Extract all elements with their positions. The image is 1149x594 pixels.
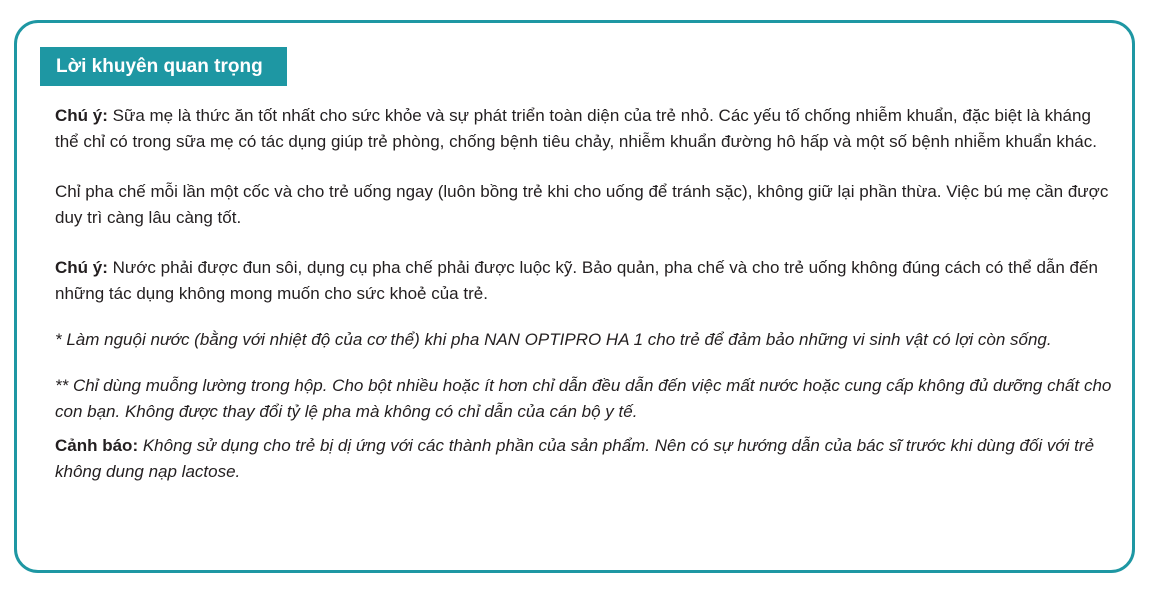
footnote-text: ** Chỉ dùng muỗng lường trong hộp. Cho bột nhiều hoặc ít hơn chỉ dẫn đều dẫn đến việc mất nước hoặc cung cấp không đủ dưỡng chất cho con bạn. Không được thay đổi tỷ lệ pha mà không có chỉ dẫn của cán bộ y tế. (55, 376, 1112, 421)
warning-paragraph (55, 433, 1115, 485)
warning-label: Cảnh báo: (55, 436, 139, 455)
advice-content (55, 103, 1115, 485)
footnote-2 (55, 373, 1115, 425)
warning-text: Không sử dụng cho trẻ bị dị ứng với các thành phần của sản phẩm. Nên có sự hướng dẫn của bác sĩ trước khi dùng đối với trẻ không dung nạp lactose. (55, 436, 1095, 481)
footnote-text: * Làm nguội nước (bằng với nhiệt độ của cơ thể) khi pha NAN OPTIPRO HA 1 cho trẻ để đảm bảo những vi sinh vật có lợi còn sống. (55, 330, 1052, 349)
footnote-1 (55, 327, 1115, 353)
note-label: Chú ý: (55, 106, 108, 125)
note-label: Chú ý: (55, 258, 108, 277)
note-paragraph-2 (55, 255, 1115, 307)
note-text: Nước phải được đun sôi, dụng cụ pha chế phải được luộc kỹ. Bảo quản, pha chế và cho trẻ uống không đúng cách có thể dẫn đến những tác dụng không mong muốn cho sức khoẻ của trẻ. (55, 258, 1098, 303)
preparation-text: Chỉ pha chế mỗi lần một cốc và cho trẻ uống ngay (luôn bồng trẻ khi cho uống để tránh sặc), không giữ lại phần thừa. Việc bú mẹ cần được duy trì càng lâu càng tốt. (55, 182, 1109, 227)
section-title: Lời khuyên quan trọng (40, 47, 287, 86)
note-paragraph-1 (55, 103, 1115, 155)
note-text: Sữa mẹ là thức ăn tốt nhất cho sức khỏe và sự phát triển toàn diện của trẻ nhỏ. Các yếu tố chống nhiễm khuẩn, đặc biệt là kháng thể chỉ có trong sữa mẹ có tác dụng giúp trẻ phòng, chống bệnh tiêu chảy, nhiễm khuẩn đường hô hấp và một số bệnh nhiễm khuẩn khác. (55, 106, 1097, 151)
preparation-paragraph (55, 179, 1115, 231)
